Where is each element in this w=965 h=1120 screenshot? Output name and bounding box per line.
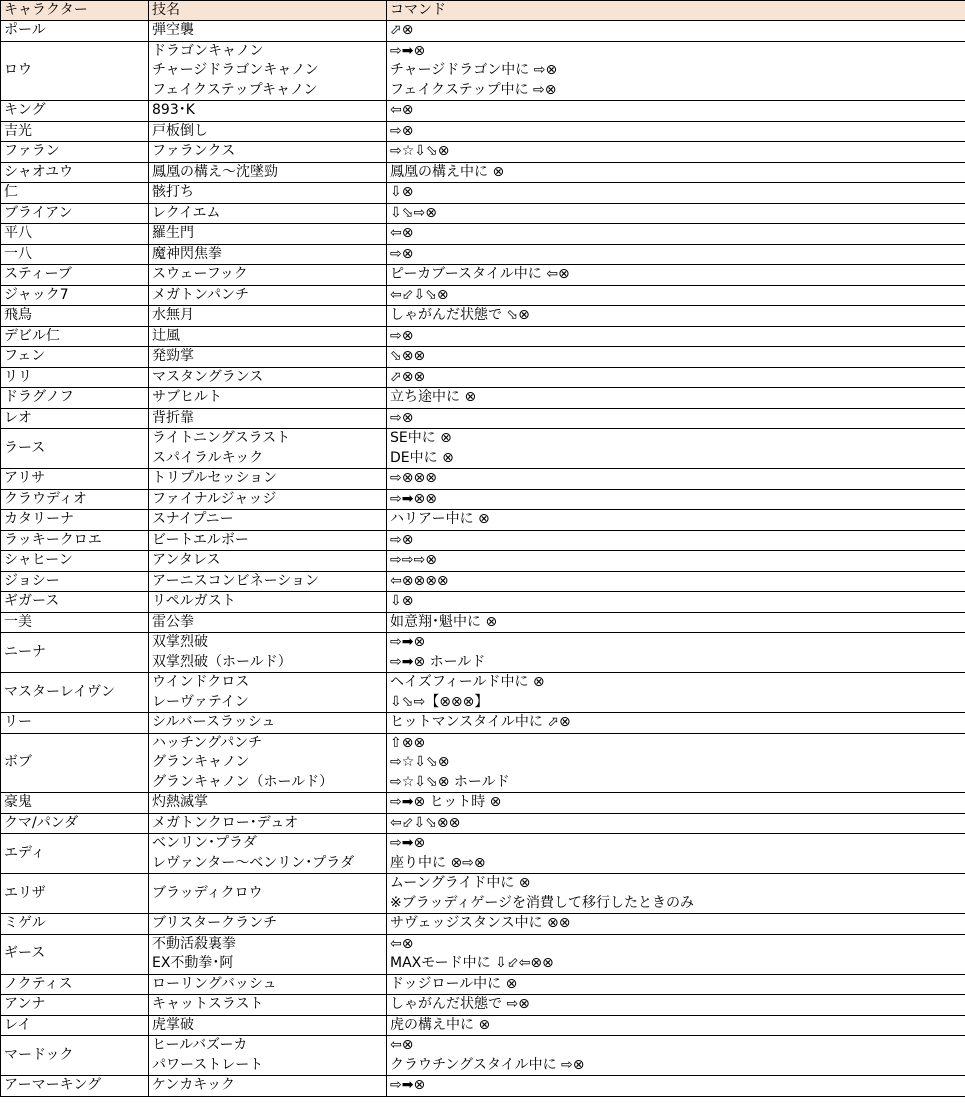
move-name: シルバースラッシュ — [152, 714, 276, 730]
command-text: ⇦⊗⊗⊗⊗ — [390, 572, 449, 589]
move-names-cell — [149, 285, 387, 306]
move-names-cell — [149, 408, 387, 429]
command-text: 虎の構え中に ⊗ — [390, 1016, 491, 1033]
command-cell — [387, 530, 965, 551]
move-name: リペルガスト — [152, 593, 236, 609]
move-name: ファランクス — [152, 143, 236, 159]
character-name: ギース — [1, 934, 149, 974]
move-names-cell — [149, 592, 387, 613]
command-cell — [387, 367, 965, 388]
command-cell — [387, 347, 965, 368]
table-row — [1, 306, 965, 327]
table-row — [1, 347, 965, 368]
command-text: ⇨☆⇩⬂⊗ ホールド — [390, 773, 510, 790]
move-name: 灼熱滅掌 — [152, 794, 208, 810]
command-text: ヘイズフィールド中に ⊗ — [390, 674, 545, 690]
command-text: ⬀⊗⊗ — [390, 368, 426, 385]
table-row — [1, 974, 965, 995]
move-names-cell — [149, 367, 387, 388]
character-name: クラウディオ — [1, 489, 149, 510]
move-name: フェイクステップキャノン — [152, 81, 318, 98]
command-text: しゃがんだ状態で ⬂⊗ — [390, 307, 530, 323]
table-row — [1, 571, 965, 592]
command-text: 座り中に ⊗⇨⊗ — [390, 854, 486, 871]
table-row — [1, 914, 965, 935]
move-name: ケンカキック — [152, 1077, 236, 1093]
move-names-cell — [149, 974, 387, 995]
table-row — [1, 388, 965, 409]
character-name: マスターレイヴン — [1, 673, 149, 713]
command-text: ⇨➡⊗⊗ — [390, 490, 437, 507]
command-text: ⇨⊗⊗⊗ — [390, 470, 437, 486]
command-text: ⇦⊗ — [390, 102, 414, 118]
move-names-cell — [149, 1036, 387, 1076]
move-name: ブリスタークランチ — [152, 915, 278, 931]
move-name: ドラゴンキャノン — [152, 42, 264, 59]
character-name: 仁 — [1, 183, 149, 204]
command-cell — [387, 834, 965, 874]
move-names-cell — [149, 265, 387, 286]
table-row — [1, 612, 965, 633]
move-name: ベンリン･プラダ — [152, 835, 257, 851]
table-row — [1, 713, 965, 734]
header-character: キャラクター — [1, 1, 149, 21]
character-name: シャヒーン — [1, 551, 149, 572]
move-name: ファイナルジャッジ — [152, 490, 277, 507]
move-name: グランキャノン — [152, 754, 250, 770]
command-text: DE中に ⊗ — [390, 449, 454, 466]
header-row — [1, 1, 965, 21]
move-names-cell — [149, 551, 387, 572]
character-name: アリサ — [1, 469, 149, 490]
command-cell — [387, 101, 965, 122]
move-names-cell — [149, 1015, 387, 1036]
header-move-name: 技名 — [149, 1, 387, 21]
command-cell — [387, 41, 965, 101]
command-text: ⇨⇨⇨⊗ — [390, 552, 437, 568]
command-cell — [387, 306, 965, 327]
command-cell — [387, 121, 965, 142]
move-name: 双掌烈破（ホールド） — [152, 653, 292, 670]
move-names-cell — [149, 326, 387, 347]
move-name: スウェーフック — [152, 266, 248, 282]
table-row — [1, 1036, 965, 1076]
character-name: ロウ — [1, 41, 149, 101]
move-name: ローリングバッシュ — [152, 975, 277, 992]
move-names-cell — [149, 733, 387, 793]
character-name: エリザ — [1, 874, 149, 914]
move-names-cell — [149, 388, 387, 409]
move-names-cell — [149, 429, 387, 469]
character-name: ポール — [1, 21, 149, 42]
move-name: EX不動拳･阿 — [152, 955, 234, 971]
move-names-cell — [149, 813, 387, 834]
command-cell — [387, 551, 965, 572]
table-row — [1, 183, 965, 204]
command-cell — [387, 934, 965, 974]
table-row — [1, 326, 965, 347]
character-name: ミゲル — [1, 914, 149, 935]
move-names-cell — [149, 713, 387, 734]
command-cell — [387, 974, 965, 995]
command-cell — [387, 469, 965, 490]
command-cell — [387, 612, 965, 633]
move-name: ハッチングパンチ — [152, 734, 263, 751]
command-text: ⇨⊗ — [390, 409, 414, 426]
command-text: ⇦⬃⇩⬂⊗ — [390, 286, 449, 303]
move-names-cell — [149, 183, 387, 204]
move-names-cell — [149, 530, 387, 551]
command-cell — [387, 489, 965, 510]
character-name: ドラグノフ — [1, 388, 149, 409]
table-row — [1, 203, 965, 224]
character-name: スティーブ — [1, 265, 149, 286]
command-text: ⇩⬂⇨⊗ — [390, 204, 437, 221]
move-name: レーヴァテイン — [152, 693, 249, 710]
command-cell — [387, 592, 965, 613]
move-names-cell — [149, 571, 387, 592]
move-name: グランキャノン（ホールド） — [152, 773, 334, 790]
table-row — [1, 224, 965, 245]
command-text: ピーカブースタイル中に ⇦⊗ — [390, 266, 570, 282]
character-name: エディ — [1, 834, 149, 874]
command-cell — [387, 388, 965, 409]
command-text: ドッジロール中に ⊗ — [390, 975, 518, 992]
table-row — [1, 530, 965, 551]
table-row — [1, 673, 965, 713]
move-name: チャージドラゴンキャノン — [152, 62, 319, 78]
move-name: キャットスラスト — [152, 996, 264, 1012]
table-row — [1, 551, 965, 572]
character-name: ニーナ — [1, 633, 149, 673]
character-name: ボブ — [1, 733, 149, 793]
move-name: マスタングランス — [152, 368, 264, 385]
character-name: クマ/パンダ — [1, 813, 149, 834]
move-name: アンタレス — [152, 552, 221, 568]
table-row — [1, 1015, 965, 1036]
move-name: 雷公拳 — [152, 613, 194, 630]
move-names-cell — [149, 995, 387, 1016]
command-cell — [387, 183, 965, 204]
move-names-cell — [149, 489, 387, 510]
move-name: 羅生門 — [152, 225, 194, 241]
table-row — [1, 285, 965, 306]
move-name: 弾空襲 — [152, 22, 194, 38]
move-name: 辻風 — [152, 327, 180, 344]
table-row — [1, 633, 965, 673]
move-names-cell — [149, 224, 387, 245]
command-text: ⇨⊗ — [390, 327, 414, 344]
command-cell — [387, 142, 965, 163]
move-names-cell — [149, 203, 387, 224]
move-name: 虎掌破 — [152, 1016, 194, 1033]
character-name: ラース — [1, 429, 149, 469]
table-row — [1, 41, 965, 101]
command-cell — [387, 1076, 965, 1097]
move-names-cell — [149, 121, 387, 142]
table-row — [1, 510, 965, 531]
move-name: レクイエム — [152, 204, 221, 221]
move-names-cell — [149, 244, 387, 265]
move-name: ビートエルボー — [152, 531, 249, 548]
command-cell — [387, 914, 965, 935]
command-text: ⬀⊗ — [390, 22, 414, 38]
command-text: ⇩⊗ — [390, 184, 414, 200]
command-cell — [387, 1015, 965, 1036]
table-row — [1, 489, 965, 510]
move-names-cell — [149, 673, 387, 713]
command-text: ⇦⊗ — [390, 225, 414, 241]
character-name: レオ — [1, 408, 149, 429]
command-text: ⇨⊗ — [390, 122, 414, 139]
table-row — [1, 162, 965, 183]
move-names-cell — [149, 347, 387, 368]
character-name: アーマーキング — [1, 1076, 149, 1097]
table-row — [1, 21, 965, 42]
move-name: 魔神閃焦拳 — [152, 245, 222, 262]
table-row — [1, 733, 965, 793]
command-text: サヴェッジスタンス中に ⊗⊗ — [390, 915, 571, 931]
command-cell — [387, 1036, 965, 1076]
command-text: ⇨➡⊗ — [390, 835, 426, 851]
move-names-cell — [149, 1076, 387, 1097]
table-row — [1, 592, 965, 613]
command-text: しゃがんだ状態で ⇨⊗ — [390, 996, 530, 1012]
table-row — [1, 834, 965, 874]
command-text: ※ブラッディゲージを消費して移行したときのみ — [390, 894, 695, 911]
character-name: 豪鬼 — [1, 793, 149, 814]
move-name: 不動活殺裏拳 — [152, 935, 236, 952]
table-row — [1, 367, 965, 388]
command-text: ⇨⊗ — [390, 531, 414, 548]
command-cell — [387, 429, 965, 469]
command-text: ⇩⊗ — [390, 593, 414, 609]
command-cell — [387, 21, 965, 42]
move-names-cell — [149, 306, 387, 327]
command-cell — [387, 265, 965, 286]
character-name: ジョシー — [1, 571, 149, 592]
command-cell — [387, 162, 965, 183]
command-cell — [387, 633, 965, 673]
command-cell — [387, 244, 965, 265]
header-command: コマンド — [387, 1, 965, 21]
table-row — [1, 793, 965, 814]
command-cell — [387, 793, 965, 814]
command-text: ⇨➡⊗ — [390, 42, 426, 59]
move-name: サブヒルト — [152, 389, 222, 405]
character-name: キング — [1, 101, 149, 122]
move-names-cell — [149, 633, 387, 673]
character-name: 平八 — [1, 224, 149, 245]
command-cell — [387, 224, 965, 245]
table-row — [1, 469, 965, 490]
command-cell — [387, 408, 965, 429]
move-names-cell — [149, 162, 387, 183]
character-name: デビル仁 — [1, 326, 149, 347]
command-cell — [387, 995, 965, 1016]
command-cell — [387, 733, 965, 793]
move-names-cell — [149, 41, 387, 101]
command-text: ⇦⬃⇩⬂⊗⊗ — [390, 814, 461, 831]
command-text: 鳳凰の構え中に ⊗ — [390, 163, 505, 180]
command-text: ⇨☆⇩⬂⊗ — [390, 143, 450, 159]
move-names-cell — [149, 612, 387, 633]
character-name: 吉光 — [1, 121, 149, 142]
table-row — [1, 813, 965, 834]
command-text: ⇨➡⊗ — [390, 634, 426, 650]
move-name: スパイラルキック — [152, 449, 264, 466]
command-cell — [387, 203, 965, 224]
table-row — [1, 429, 965, 469]
move-name: レヴァンター～ベンリン･プラダ — [152, 854, 355, 871]
command-text: ⇨⊗ — [390, 245, 414, 262]
character-name: ファラン — [1, 142, 149, 163]
command-text: フェイクステップ中に ⇨⊗ — [390, 81, 557, 98]
table-row — [1, 408, 965, 429]
command-text: ⇨☆⇩⬂⊗ — [390, 754, 450, 770]
move-names-cell — [149, 142, 387, 163]
move-name: 背折靠 — [152, 409, 194, 426]
move-name: ライトニングスラスト — [152, 430, 291, 446]
command-text: 立ち途中に ⊗ — [390, 389, 477, 405]
command-text: MAXモード中に ⇩⬃⇦⊗⊗ — [390, 955, 554, 971]
command-text: ⇦⊗ — [390, 935, 414, 952]
move-name: 戸板倒し — [152, 122, 208, 139]
command-cell — [387, 326, 965, 347]
table-row — [1, 265, 965, 286]
move-name: パワーストレート — [152, 1056, 264, 1073]
command-text: ムーングライド中に ⊗ — [390, 875, 531, 891]
move-names-cell — [149, 934, 387, 974]
character-name: 飛鳥 — [1, 306, 149, 327]
move-name: 鳳凰の構え～沈墜勁 — [152, 163, 278, 180]
table-row — [1, 121, 965, 142]
move-name: 双掌烈破 — [152, 634, 208, 650]
command-text: ⇩⬂⇨【⊗⊗⊗】 — [390, 693, 489, 710]
character-name: ブライアン — [1, 203, 149, 224]
command-cell — [387, 713, 965, 734]
command-cell — [387, 813, 965, 834]
move-names-cell — [149, 793, 387, 814]
command-cell — [387, 510, 965, 531]
character-name: フェン — [1, 347, 149, 368]
move-name: 発勁掌 — [152, 348, 194, 364]
command-text: ⇨➡⊗ — [390, 1077, 426, 1093]
move-name: ヒールバズーカ — [152, 1037, 248, 1053]
table-row — [1, 934, 965, 974]
character-name: リー — [1, 713, 149, 734]
move-name: 骸打ち — [152, 184, 194, 200]
character-name: 一美 — [1, 612, 149, 633]
character-name: ジャック7 — [1, 285, 149, 306]
command-text: ⇨➡⊗ ホールド — [390, 653, 486, 670]
character-name: リリ — [1, 367, 149, 388]
move-names-cell — [149, 834, 387, 874]
move-names-cell — [149, 510, 387, 531]
character-name: ノクティス — [1, 974, 149, 995]
command-cell — [387, 571, 965, 592]
move-name: スナイプニー — [152, 511, 234, 527]
command-cell — [387, 874, 965, 914]
table-row — [1, 142, 965, 163]
move-name: 水無月 — [152, 307, 194, 323]
table-row — [1, 244, 965, 265]
table-row — [1, 874, 965, 914]
character-name: アンナ — [1, 995, 149, 1016]
move-name: ブラッディクロウ — [152, 884, 263, 901]
command-text: ⬂⊗⊗ — [390, 348, 426, 364]
character-name: ギガース — [1, 592, 149, 613]
command-text: ハリアー中に ⊗ — [390, 511, 490, 527]
command-text: ⇦⊗ — [390, 1037, 414, 1053]
command-text: ⇧⊗⊗ — [390, 734, 426, 751]
character-name: シャオユウ — [1, 162, 149, 183]
move-names-cell — [149, 101, 387, 122]
character-name: カタリーナ — [1, 510, 149, 531]
move-name: トリプルセッション — [152, 470, 278, 486]
character-name: ラッキークロエ — [1, 530, 149, 551]
character-name: マードック — [1, 1036, 149, 1076]
move-name: アーニスコンビネーション — [152, 572, 320, 589]
move-names-cell — [149, 21, 387, 42]
table-row — [1, 1076, 965, 1097]
command-text: ⇨➡⊗ ヒット時 ⊗ — [390, 794, 502, 810]
command-text: チャージドラゴン中に ⇨⊗ — [390, 62, 558, 78]
move-name: ウインドクロス — [152, 674, 250, 690]
move-names-cell — [149, 874, 387, 914]
character-name: 一八 — [1, 244, 149, 265]
command-text: 如意翔･魁中に ⊗ — [390, 613, 498, 630]
table-row — [1, 995, 965, 1016]
table-row — [1, 101, 965, 122]
command-text: SE中に ⊗ — [390, 430, 452, 446]
command-text: クラウチングスタイル中に ⇨⊗ — [390, 1056, 585, 1073]
command-cell — [387, 673, 965, 713]
move-name: 893･K — [152, 102, 195, 118]
move-names-cell — [149, 914, 387, 935]
character-name: レイ — [1, 1015, 149, 1036]
move-name: メガトンパンチ — [152, 286, 250, 303]
command-cell — [387, 285, 965, 306]
move-names-cell — [149, 469, 387, 490]
command-text: ヒットマンスタイル中に ⬀⊗ — [390, 714, 571, 730]
move-name: メガトンクロー･デュオ — [152, 814, 299, 831]
